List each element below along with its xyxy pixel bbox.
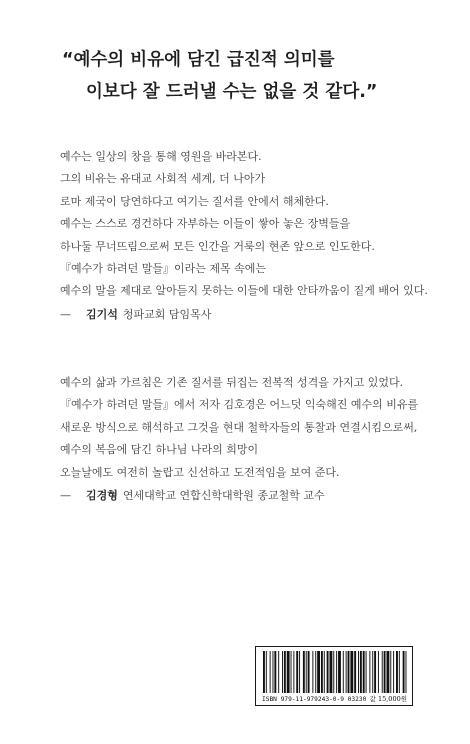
headline-quote bbox=[0, 45, 470, 107]
price-label: 값 15,000원 bbox=[369, 695, 407, 703]
endorsement-line: 하나둘 무너뜨림으로써 모든 인간을 거룩의 현존 앞으로 인도한다. bbox=[60, 239, 375, 253]
endorsement-line: 그의 비유는 유대교 사회적 세계, 더 나아가 bbox=[60, 172, 266, 186]
endorsement-line: 예수는 일상의 창을 통해 영원을 바라본다. bbox=[60, 150, 262, 163]
attribution-dash: — bbox=[60, 307, 71, 321]
barcode-bars bbox=[262, 651, 408, 693]
endorser-name: 김기석 bbox=[86, 307, 118, 321]
headline-line-1: “예수의 비유에 담긴 급진적 의미를 bbox=[62, 50, 335, 70]
endorser-title: 청파교회 담임목사 bbox=[122, 307, 212, 321]
headline-line-2: 이보다 잘 드러낼 수는 없을 것 같다.” bbox=[86, 82, 378, 102]
endorsement-attribution bbox=[60, 306, 410, 322]
endorsement-line: 『예수가 하려던 말들』이라는 제목 속에는 bbox=[60, 262, 267, 276]
endorsement-1 bbox=[60, 146, 428, 322]
endorsement-attribution bbox=[60, 487, 410, 503]
endorser-name: 김경형 bbox=[86, 489, 118, 503]
endorsement-line: 로마 제국이 당연하다고 여기는 질서를 안에서 해체한다. bbox=[60, 194, 329, 208]
endorsement-line: 『예수가 하려던 말들』에서 저자 김호경은 어느덧 익숙해진 예수의 비유를 bbox=[60, 398, 419, 412]
endorsement-2 bbox=[60, 372, 419, 503]
endorsement-line: 예수의 삶과 가르침은 기존 질서를 뒤집는 전복적 성격을 가지고 있었다. bbox=[60, 376, 404, 389]
endorsement-line: 새로운 방식으로 해석하고 그것을 현대 철학자들의 통찰과 연결시킴으로써, bbox=[60, 420, 418, 434]
endorsement-line: 예수는 스스로 경건하다 자부하는 이들이 쌓아 놓은 장벽들을 bbox=[60, 217, 351, 231]
isbn-barcode bbox=[255, 646, 413, 706]
endorser-title: 연세대학교 연합신학대학원 종교철학 교수 bbox=[122, 489, 325, 503]
attribution-dash: — bbox=[60, 489, 71, 503]
endorsement-line: 예수의 복음에 담긴 하나님 나라의 희망이 bbox=[60, 443, 259, 457]
endorsement-line: 오늘날에도 여전히 놀랍고 신선하고 도전적임을 보여 준다. bbox=[60, 465, 340, 479]
endorsement-line: 예수의 말을 제대로 알아듣지 못하는 이들에 대한 안타까움이 짙게 배어 있다. bbox=[60, 284, 428, 298]
isbn-number: ISBN 979-11-979243-0-9 03230 bbox=[262, 696, 367, 703]
